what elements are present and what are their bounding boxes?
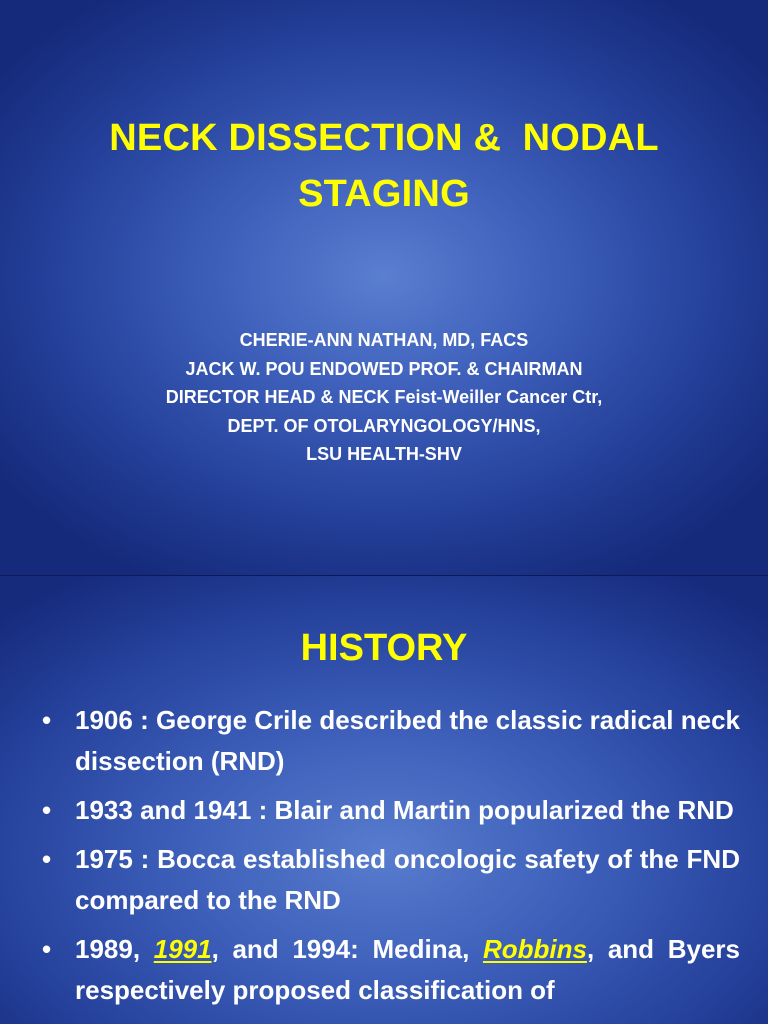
bullet-text-part-1: 1989, xyxy=(75,934,154,964)
history-title: HISTORY xyxy=(300,627,468,669)
list-item xyxy=(40,790,740,831)
bullet-icon: • xyxy=(42,844,52,874)
bullet-icon: • xyxy=(42,795,52,825)
author-name: CHERIE-ANN NATHAN, MD, FACS xyxy=(239,330,529,350)
bullet-text: 1933 and 1941 : Blair and Martin popularized the RND xyxy=(75,795,734,825)
reference-link-robbins[interactable]: Robbins xyxy=(482,934,587,964)
list-item xyxy=(40,929,740,1011)
bullet-text: 1906 : George Crile described the classic radical neck dissection (RND) xyxy=(75,705,740,776)
history-slide xyxy=(0,576,768,1024)
reference-link-1991[interactable]: 1991 xyxy=(153,934,212,964)
list-item xyxy=(40,700,740,782)
slide-title-line-1: NECK DISSECTION & NODAL xyxy=(109,117,659,159)
bullet-icon: • xyxy=(42,705,52,735)
author-department: DEPT. OF OTOLARYNGOLOGY/HNS, xyxy=(227,415,541,436)
bullet-text-part-2: , and 1994: Medina, xyxy=(211,934,483,964)
author-block xyxy=(0,326,768,469)
slide-title-line-2: STAGING xyxy=(298,173,470,215)
slide-title xyxy=(0,110,768,222)
bullet-text: 1975 : Bocca established oncologic safety of the FND compared to the RND xyxy=(75,844,740,915)
bullet-text-part-3: , and Byers respectively proposed classification of xyxy=(75,934,740,1005)
list-item xyxy=(40,839,740,921)
author-position: JACK W. POU ENDOWED PROF. & CHAIRMAN xyxy=(185,358,583,379)
history-bullet-list xyxy=(40,700,740,1019)
author-institution: LSU HEALTH-SHV xyxy=(306,444,462,465)
author-director: DIRECTOR HEAD & NECK Feist-Weiller Cancer Ctr, xyxy=(165,387,603,408)
bullet-icon: • xyxy=(42,934,52,964)
